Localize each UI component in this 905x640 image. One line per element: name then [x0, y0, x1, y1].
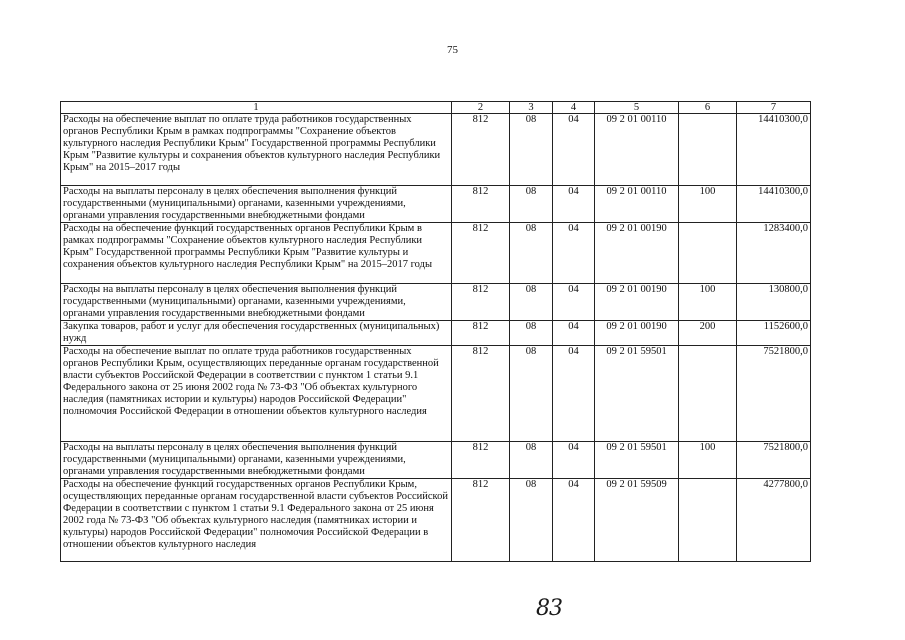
row-amount: 14410300,0 [737, 186, 811, 223]
row-section: 08 [510, 321, 553, 346]
row-code: 812 [452, 284, 510, 321]
page-number: 75 [447, 44, 458, 56]
row-section: 08 [510, 114, 553, 186]
row-code: 812 [452, 346, 510, 442]
row-code: 812 [452, 321, 510, 346]
row-target: 09 2 01 00110 [595, 114, 679, 186]
handwritten-page-note: 83 [536, 596, 562, 621]
table-row [61, 223, 811, 284]
row-code: 812 [452, 186, 510, 223]
row-subsection: 04 [553, 186, 595, 223]
row-amount: 1283400,0 [737, 223, 811, 284]
row-expense-type: 100 [679, 284, 737, 321]
table-row [61, 186, 811, 223]
header-col-7: 7 [737, 102, 811, 114]
row-description: Расходы на выплаты персоналу в целях обеспечения выполнения функций государственными (муниципальными) органами, казенными учреждениями, органами управления государственными внебюджетными фондами [61, 284, 452, 321]
row-expense-type: 100 [679, 442, 737, 479]
row-expense-type [679, 223, 737, 284]
row-subsection: 04 [553, 346, 595, 442]
row-subsection: 04 [553, 321, 595, 346]
row-subsection: 04 [553, 442, 595, 479]
row-subsection: 04 [553, 114, 595, 186]
row-expense-type [679, 479, 737, 562]
header-col-4: 4 [553, 102, 595, 114]
row-description: Закупка товаров, работ и услуг для обеспечения государственных (муниципальных) нужд [61, 321, 452, 346]
table-row [61, 321, 811, 346]
header-col-6: 6 [679, 102, 737, 114]
table-row [61, 114, 811, 186]
row-section: 08 [510, 346, 553, 442]
header-col-2: 2 [452, 102, 510, 114]
row-expense-type: 200 [679, 321, 737, 346]
row-target: 09 2 01 59501 [595, 442, 679, 479]
table-row [61, 442, 811, 479]
row-section: 08 [510, 442, 553, 479]
row-description: Расходы на обеспечение функций государственных органов Республики Крым, осуществляющих переданные органам государственной власти субъектов Российской Федерации в соответствии с пунктом 1 статьи 9.1 Федерального закона от 25 июня 2002 года № 73-ФЗ "Об объектах культурного наследия (памятниках истории и культуры) народов Российской Федерации" полномочия Российской Федерации в отношении объектов культурного наследия [61, 479, 452, 562]
row-section: 08 [510, 284, 553, 321]
row-section: 08 [510, 479, 553, 562]
row-amount: 7521800,0 [737, 346, 811, 442]
row-amount: 1152600,0 [737, 321, 811, 346]
row-amount: 7521800,0 [737, 442, 811, 479]
row-amount: 14410300,0 [737, 114, 811, 186]
row-expense-type [679, 346, 737, 442]
row-section: 08 [510, 223, 553, 284]
row-subsection: 04 [553, 284, 595, 321]
row-code: 812 [452, 442, 510, 479]
budget-table [60, 101, 811, 562]
row-code: 812 [452, 479, 510, 562]
row-target: 09 2 01 00190 [595, 321, 679, 346]
row-description: Расходы на обеспечение выплат по оплате труда работников государственных органов Республики Крым в рамках подпрограммы "Сохранение объектов культурного наследия Республики Крым" Государственной программы Республики Крым "Развитие культуры и сохранения объектов культурного наследия Республики Крым" на 2015–2017 годы [61, 114, 452, 186]
table-row [61, 479, 811, 562]
row-section: 08 [510, 186, 553, 223]
row-description: Расходы на обеспечение выплат по оплате труда работников государственных органов Республики Крым, осуществляющих переданные органам государственной власти субъектов Российской Федерации в соответствии с пунктом 1 статьи 9.1 Федерального закона от 25 июня 2002 года № 73-ФЗ "Об объектах культурного наследия (памятниках истории и культуры) народов Российской Федерации" полномочия Российской Федерации в отношении объектов культурного наследия [61, 346, 452, 442]
row-code: 812 [452, 223, 510, 284]
row-target: 09 2 01 00190 [595, 284, 679, 321]
header-col-1: 1 [61, 102, 452, 114]
row-subsection: 04 [553, 479, 595, 562]
row-code: 812 [452, 114, 510, 186]
header-col-3: 3 [510, 102, 553, 114]
row-amount: 4277800,0 [737, 479, 811, 562]
row-description: Расходы на выплаты персоналу в целях обеспечения выполнения функций государственными (муниципальными) органами, казенными учреждениями, органами управления государственными внебюджетными фондами [61, 186, 452, 223]
row-target: 09 2 01 00190 [595, 223, 679, 284]
table-row [61, 346, 811, 442]
header-col-5: 5 [595, 102, 679, 114]
row-subsection: 04 [553, 223, 595, 284]
row-target: 09 2 01 00110 [595, 186, 679, 223]
row-target: 09 2 01 59501 [595, 346, 679, 442]
row-description: Расходы на обеспечение функций государственных органов Республики Крым в рамках подпрограммы "Сохранение объектов культурного наследия Республики Крым" Государственной программы Республики Крым "Развитие культуры и сохранения объектов культурного наследия Республики Крым" на 2015–2017 годы [61, 223, 452, 284]
row-expense-type: 100 [679, 186, 737, 223]
row-expense-type [679, 114, 737, 186]
table-row [61, 284, 811, 321]
row-target: 09 2 01 59509 [595, 479, 679, 562]
header-row [61, 102, 811, 114]
row-amount: 130800,0 [737, 284, 811, 321]
row-description: Расходы на выплаты персоналу в целях обеспечения выполнения функций государственными (муниципальными) органами, казенными учреждениями, органами управления государственными внебюджетными фондами [61, 442, 452, 479]
